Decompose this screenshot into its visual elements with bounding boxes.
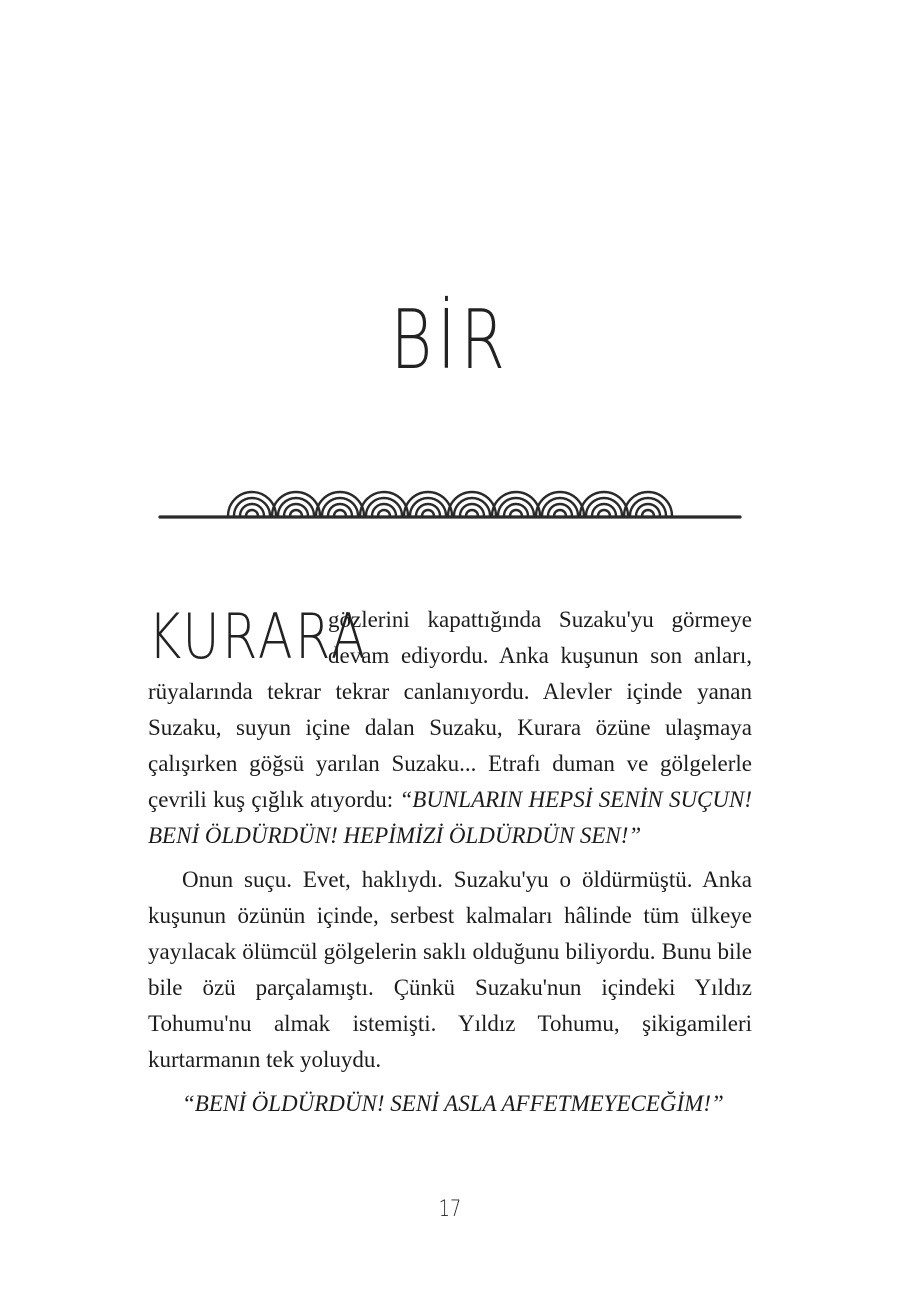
paragraph-1-quote: “BUNLARIN HEPSİ SENİN SUÇUN! BENİ ÖLDÜRDÜN! HEPİMİZİ ÖLDÜRDÜN SEN!” [148,787,753,848]
paragraph-1 [148,602,752,854]
arch-ring [554,510,566,516]
arch-ring [598,510,610,516]
scalloped-arch-border-icon [158,470,743,530]
arch-ring [246,510,258,516]
paragraph-1-text: gözlerini kapattığında Suzaku'yu görmeye devam ediyordu. Anka kuşunun son anları, rüyalarında tekrar tekrar canlanıyordu. Alevler içinde yanan Suzaku, suyun içine dalan Suzaku, Kurara özüne ulaşmaya çalışırken göğsü yarılan Suzaku... Etrafı duman ve gölgelerle çevrili kuş çığlık atıyordu: [148,607,752,812]
arch-ring [334,510,346,516]
arch-ring [378,510,390,516]
arch-ring [422,510,434,516]
chapter-title: BİR [390,293,510,388]
page-number: 17 [438,1197,462,1222]
chapter-body [148,602,752,1122]
paragraph-2: Onun suçu. Evet, haklıydı. Suzaku'yu o öldürmüştü. Anka kuşunun özünün içinde, serbest kalmaları hâlinde tüm ülkeye yayılacak ölümcül gölgelerin saklı olduğunu biliyordu. Bunu bile bile özü parçalamıştı. Çünkü Suzaku'nun içindeki Yıldız Tohumu'nu almak istemişti. Yıldız Tohumu, şikigamileri kurtarmanın tek yoluydu. [148,867,752,1072]
arch-ring [466,510,478,516]
drop-cap-word: KURARA [148,600,369,673]
arch-ring [290,510,302,516]
arch-ring [510,510,522,516]
paragraph-3-quote: “BENİ ÖLDÜRDÜN! SENİ ASLA AFFETMEYECEĞİM!” [182,1091,724,1116]
arch-ring [642,510,654,516]
